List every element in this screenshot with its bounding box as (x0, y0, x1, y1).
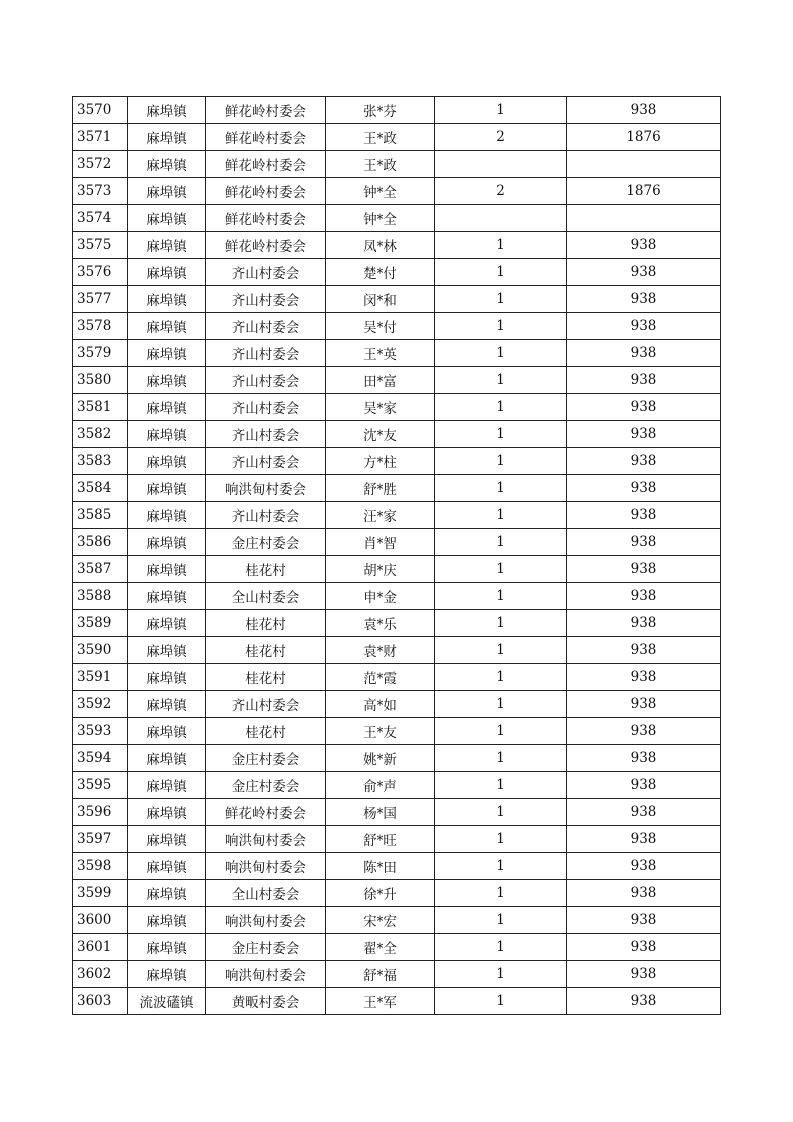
name-cell: 方*柱 (326, 448, 435, 475)
serial-number-cell: 3584 (73, 475, 128, 502)
serial-number-cell: 3601 (73, 934, 128, 961)
amount-cell: 938 (567, 259, 721, 286)
amount-cell: 938 (567, 826, 721, 853)
village-cell: 金庄村委会 (206, 934, 326, 961)
village-cell: 鲜花岭村委会 (206, 124, 326, 151)
serial-number-cell: 3573 (73, 178, 128, 205)
count-cell: 1 (435, 637, 567, 664)
table-body (73, 97, 721, 1015)
amount-cell: 938 (567, 961, 721, 988)
table-row (73, 583, 721, 610)
town-cell: 麻埠镇 (128, 205, 206, 232)
village-cell: 黄畈村委会 (206, 988, 326, 1015)
name-cell: 田*富 (326, 367, 435, 394)
village-cell: 齐山村委会 (206, 502, 326, 529)
name-cell: 袁*财 (326, 637, 435, 664)
count-cell: 1 (435, 691, 567, 718)
amount-cell: 938 (567, 313, 721, 340)
amount-cell: 938 (567, 367, 721, 394)
name-cell: 舒*旺 (326, 826, 435, 853)
amount-cell: 938 (567, 340, 721, 367)
amount-cell: 938 (567, 934, 721, 961)
name-cell: 宋*宏 (326, 907, 435, 934)
village-cell: 齐山村委会 (206, 448, 326, 475)
town-cell: 麻埠镇 (128, 502, 206, 529)
town-cell: 麻埠镇 (128, 529, 206, 556)
town-cell: 麻埠镇 (128, 124, 206, 151)
serial-number-cell: 3571 (73, 124, 128, 151)
amount-cell: 938 (567, 421, 721, 448)
village-cell: 金庄村委会 (206, 745, 326, 772)
count-cell: 1 (435, 799, 567, 826)
village-cell: 响洪甸村委会 (206, 961, 326, 988)
name-cell: 杨*国 (326, 799, 435, 826)
town-cell: 麻埠镇 (128, 745, 206, 772)
town-cell: 麻埠镇 (128, 880, 206, 907)
serial-number-cell: 3578 (73, 313, 128, 340)
serial-number-cell: 3576 (73, 259, 128, 286)
serial-number-cell: 3574 (73, 205, 128, 232)
village-cell: 响洪甸村委会 (206, 907, 326, 934)
village-cell: 桂花村 (206, 637, 326, 664)
count-cell: 1 (435, 961, 567, 988)
amount-cell (567, 151, 721, 178)
amount-cell: 1876 (567, 124, 721, 151)
town-cell: 麻埠镇 (128, 772, 206, 799)
count-cell: 1 (435, 664, 567, 691)
name-cell: 范*霞 (326, 664, 435, 691)
village-cell: 鲜花岭村委会 (206, 799, 326, 826)
count-cell: 1 (435, 826, 567, 853)
village-cell: 齐山村委会 (206, 367, 326, 394)
name-cell: 翟*全 (326, 934, 435, 961)
name-cell: 申*金 (326, 583, 435, 610)
town-cell: 麻埠镇 (128, 97, 206, 124)
table-row (73, 124, 721, 151)
serial-number-cell: 3580 (73, 367, 128, 394)
amount-cell: 938 (567, 556, 721, 583)
amount-cell: 938 (567, 772, 721, 799)
count-cell: 1 (435, 448, 567, 475)
amount-cell: 938 (567, 637, 721, 664)
serial-number-cell: 3603 (73, 988, 128, 1015)
village-cell: 桂花村 (206, 664, 326, 691)
serial-number-cell: 3572 (73, 151, 128, 178)
name-cell: 肖*智 (326, 529, 435, 556)
amount-cell: 1876 (567, 178, 721, 205)
count-cell: 2 (435, 178, 567, 205)
name-cell: 胡*庆 (326, 556, 435, 583)
name-cell: 吴*付 (326, 313, 435, 340)
count-cell: 1 (435, 286, 567, 313)
town-cell: 麻埠镇 (128, 367, 206, 394)
amount-cell: 938 (567, 529, 721, 556)
table-row (73, 934, 721, 961)
town-cell: 麻埠镇 (128, 583, 206, 610)
serial-number-cell: 3577 (73, 286, 128, 313)
town-cell: 麻埠镇 (128, 637, 206, 664)
town-cell: 麻埠镇 (128, 394, 206, 421)
town-cell: 麻埠镇 (128, 664, 206, 691)
count-cell: 1 (435, 934, 567, 961)
count-cell: 1 (435, 340, 567, 367)
table-row (73, 313, 721, 340)
amount-cell (567, 205, 721, 232)
town-cell: 麻埠镇 (128, 826, 206, 853)
count-cell: 1 (435, 529, 567, 556)
village-cell: 桂花村 (206, 718, 326, 745)
table-row (73, 988, 721, 1015)
town-cell: 麻埠镇 (128, 448, 206, 475)
count-cell: 1 (435, 880, 567, 907)
serial-number-cell: 3579 (73, 340, 128, 367)
table-row (73, 772, 721, 799)
name-cell: 舒*胜 (326, 475, 435, 502)
town-cell: 麻埠镇 (128, 718, 206, 745)
count-cell: 1 (435, 772, 567, 799)
town-cell: 麻埠镇 (128, 799, 206, 826)
count-cell: 1 (435, 232, 567, 259)
name-cell: 高*如 (326, 691, 435, 718)
table-row (73, 340, 721, 367)
village-cell: 齐山村委会 (206, 691, 326, 718)
village-cell: 齐山村委会 (206, 259, 326, 286)
serial-number-cell: 3585 (73, 502, 128, 529)
town-cell: 流波礚镇 (128, 988, 206, 1015)
table-row (73, 745, 721, 772)
serial-number-cell: 3587 (73, 556, 128, 583)
amount-cell: 938 (567, 745, 721, 772)
name-cell: 楚*付 (326, 259, 435, 286)
name-cell: 吴*家 (326, 394, 435, 421)
name-cell: 钟*全 (326, 178, 435, 205)
town-cell: 麻埠镇 (128, 313, 206, 340)
table-row (73, 367, 721, 394)
count-cell: 1 (435, 907, 567, 934)
serial-number-cell: 3593 (73, 718, 128, 745)
name-cell: 舒*福 (326, 961, 435, 988)
amount-cell: 938 (567, 880, 721, 907)
name-cell: 王*军 (326, 988, 435, 1015)
name-cell: 沈*友 (326, 421, 435, 448)
count-cell: 1 (435, 97, 567, 124)
village-cell: 鲜花岭村委会 (206, 97, 326, 124)
village-cell: 鲜花岭村委会 (206, 151, 326, 178)
name-cell: 王*英 (326, 340, 435, 367)
town-cell: 麻埠镇 (128, 934, 206, 961)
village-cell: 全山村委会 (206, 583, 326, 610)
serial-number-cell: 3583 (73, 448, 128, 475)
table-row (73, 664, 721, 691)
serial-number-cell: 3590 (73, 637, 128, 664)
serial-number-cell: 3594 (73, 745, 128, 772)
amount-cell: 938 (567, 907, 721, 934)
town-cell: 麻埠镇 (128, 151, 206, 178)
count-cell (435, 151, 567, 178)
serial-number-cell: 3595 (73, 772, 128, 799)
count-cell: 1 (435, 421, 567, 448)
table-row (73, 259, 721, 286)
village-cell: 桂花村 (206, 610, 326, 637)
amount-cell: 938 (567, 475, 721, 502)
name-cell: 姚*新 (326, 745, 435, 772)
table-row (73, 907, 721, 934)
name-cell: 王*政 (326, 151, 435, 178)
village-cell: 齐山村委会 (206, 421, 326, 448)
serial-number-cell: 3592 (73, 691, 128, 718)
amount-cell: 938 (567, 97, 721, 124)
count-cell: 1 (435, 394, 567, 421)
table-row (73, 502, 721, 529)
serial-number-cell: 3591 (73, 664, 128, 691)
serial-number-cell: 3598 (73, 853, 128, 880)
serial-number-cell: 3588 (73, 583, 128, 610)
name-cell: 陈*田 (326, 853, 435, 880)
name-cell: 徐*升 (326, 880, 435, 907)
count-cell: 1 (435, 583, 567, 610)
village-cell: 齐山村委会 (206, 340, 326, 367)
table-row (73, 529, 721, 556)
table-row (73, 691, 721, 718)
count-cell: 1 (435, 988, 567, 1015)
village-cell: 桂花村 (206, 556, 326, 583)
count-cell: 2 (435, 124, 567, 151)
serial-number-cell: 3586 (73, 529, 128, 556)
village-cell: 鲜花岭村委会 (206, 232, 326, 259)
name-cell: 汪*家 (326, 502, 435, 529)
table-row (73, 880, 721, 907)
serial-number-cell: 3575 (73, 232, 128, 259)
village-cell: 鲜花岭村委会 (206, 178, 326, 205)
town-cell: 麻埠镇 (128, 340, 206, 367)
amount-cell: 938 (567, 610, 721, 637)
table-row (73, 205, 721, 232)
village-cell: 响洪甸村委会 (206, 853, 326, 880)
town-cell: 麻埠镇 (128, 961, 206, 988)
table-row (73, 826, 721, 853)
town-cell: 麻埠镇 (128, 691, 206, 718)
town-cell: 麻埠镇 (128, 907, 206, 934)
name-cell: 钟*全 (326, 205, 435, 232)
name-cell: 袁*乐 (326, 610, 435, 637)
amount-cell: 938 (567, 853, 721, 880)
amount-cell: 938 (567, 691, 721, 718)
count-cell: 1 (435, 259, 567, 286)
town-cell: 麻埠镇 (128, 232, 206, 259)
count-cell: 1 (435, 745, 567, 772)
count-cell: 1 (435, 853, 567, 880)
table-row (73, 799, 721, 826)
amount-cell: 938 (567, 394, 721, 421)
village-cell: 齐山村委会 (206, 394, 326, 421)
count-cell: 1 (435, 610, 567, 637)
name-cell: 闵*和 (326, 286, 435, 313)
village-cell: 鲜花岭村委会 (206, 205, 326, 232)
serial-number-cell: 3570 (73, 97, 128, 124)
table-row (73, 448, 721, 475)
town-cell: 麻埠镇 (128, 556, 206, 583)
town-cell: 麻埠镇 (128, 610, 206, 637)
table-row (73, 637, 721, 664)
count-cell: 1 (435, 718, 567, 745)
serial-number-cell: 3596 (73, 799, 128, 826)
amount-cell: 938 (567, 232, 721, 259)
name-cell: 凤*林 (326, 232, 435, 259)
amount-cell: 938 (567, 448, 721, 475)
town-cell: 麻埠镇 (128, 259, 206, 286)
count-cell: 1 (435, 367, 567, 394)
table-row (73, 286, 721, 313)
serial-number-cell: 3600 (73, 907, 128, 934)
serial-number-cell: 3581 (73, 394, 128, 421)
village-cell: 响洪甸村委会 (206, 475, 326, 502)
name-cell: 张*芬 (326, 97, 435, 124)
count-cell: 1 (435, 475, 567, 502)
table-row (73, 421, 721, 448)
table-row (73, 475, 721, 502)
table-row (73, 97, 721, 124)
table-row (73, 151, 721, 178)
table-row (73, 610, 721, 637)
table-row (73, 853, 721, 880)
village-cell: 齐山村委会 (206, 286, 326, 313)
count-cell: 1 (435, 313, 567, 340)
amount-cell: 938 (567, 988, 721, 1015)
village-cell: 金庄村委会 (206, 529, 326, 556)
table-row (73, 178, 721, 205)
town-cell: 麻埠镇 (128, 475, 206, 502)
amount-cell: 938 (567, 583, 721, 610)
records-table (72, 96, 721, 1015)
serial-number-cell: 3599 (73, 880, 128, 907)
table-row (73, 961, 721, 988)
table-row (73, 556, 721, 583)
amount-cell: 938 (567, 502, 721, 529)
town-cell: 麻埠镇 (128, 421, 206, 448)
amount-cell: 938 (567, 799, 721, 826)
count-cell: 1 (435, 556, 567, 583)
serial-number-cell: 3589 (73, 610, 128, 637)
village-cell: 响洪甸村委会 (206, 826, 326, 853)
amount-cell: 938 (567, 286, 721, 313)
count-cell: 1 (435, 502, 567, 529)
amount-cell: 938 (567, 718, 721, 745)
table-row (73, 394, 721, 421)
table-row (73, 232, 721, 259)
village-cell: 全山村委会 (206, 880, 326, 907)
village-cell: 金庄村委会 (206, 772, 326, 799)
name-cell: 王*政 (326, 124, 435, 151)
town-cell: 麻埠镇 (128, 853, 206, 880)
town-cell: 麻埠镇 (128, 178, 206, 205)
name-cell: 王*友 (326, 718, 435, 745)
serial-number-cell: 3597 (73, 826, 128, 853)
amount-cell: 938 (567, 664, 721, 691)
serial-number-cell: 3602 (73, 961, 128, 988)
serial-number-cell: 3582 (73, 421, 128, 448)
town-cell: 麻埠镇 (128, 286, 206, 313)
count-cell (435, 205, 567, 232)
name-cell: 俞*声 (326, 772, 435, 799)
table-row (73, 718, 721, 745)
village-cell: 齐山村委会 (206, 313, 326, 340)
